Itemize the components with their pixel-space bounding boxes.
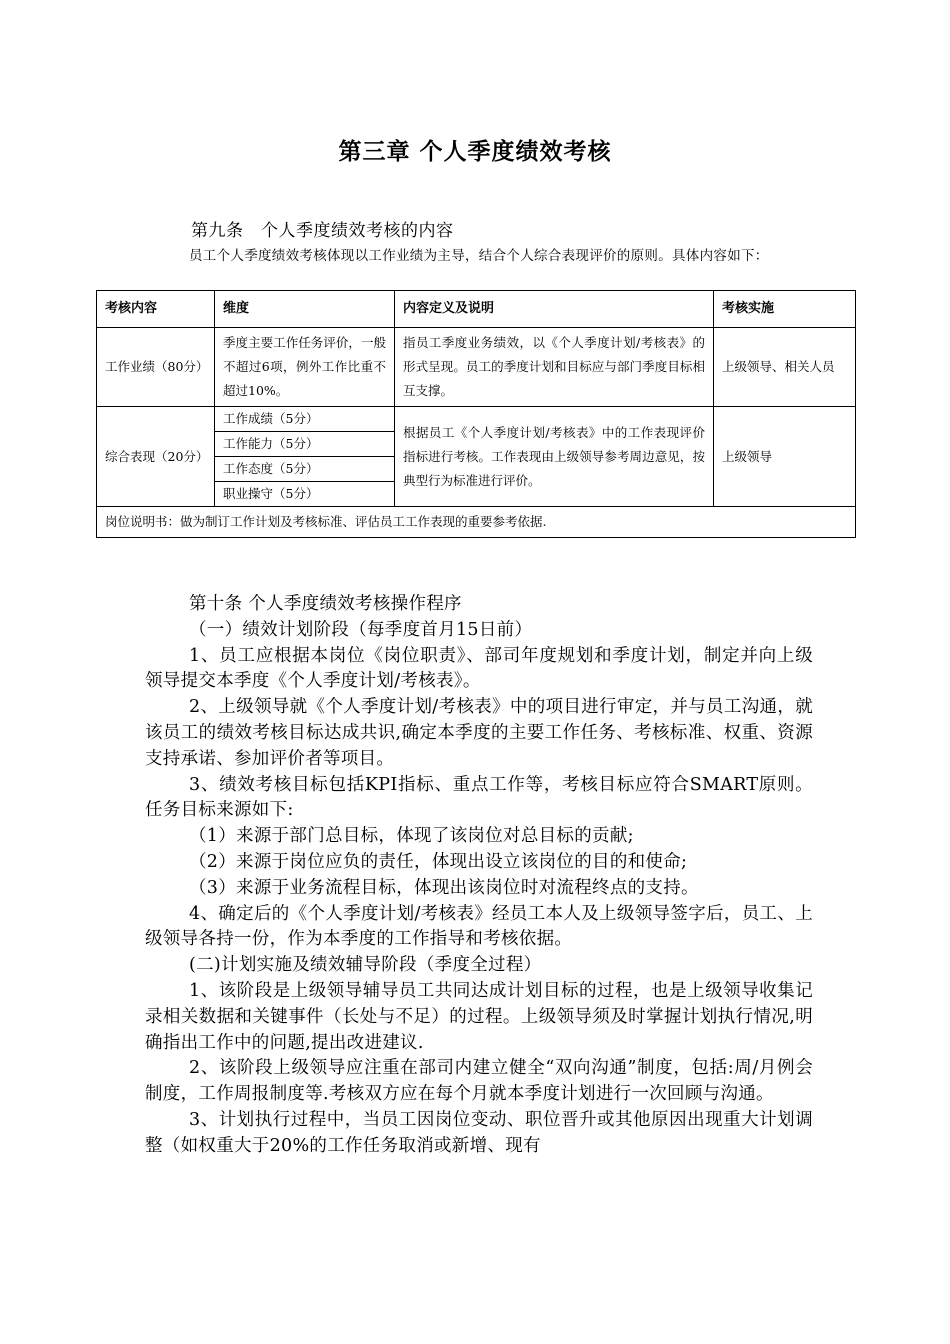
header-definition: 内容定义及说明 (395, 291, 714, 328)
paragraph: 3、计划执行过程中，当员工因岗位变动、职位晋升或其他原因出现重大计划调整（如权重大于20%的工作任务取消或新增、现有 (145, 1109, 813, 1156)
cell-dimension: 工作态度（5分） (215, 457, 395, 482)
header-content: 考核内容 (97, 291, 215, 328)
paragraph: 2、该阶段上级领导应注重在部司内建立健全“双向沟通”制度，包括:周/月例会制度，工作周报制度等.考核双方应在每个月就本季度计划进行一次回顾与沟通。 (145, 1058, 813, 1105)
cell-definition: 指员工季度业务绩效，以《个人季度计划/考核表》的形式呈现。员工的季度计划和目标应与部门季度目标相互支撑。 (395, 328, 714, 407)
article9-intro: 员工个人季度绩效考核体现以工作业绩为主导，结合个人综合表现评价的原则。具体内容如下： (189, 248, 769, 264)
chapter-title: 第三章 个人季度绩效考核 (338, 139, 612, 165)
article9-heading: 第九条 个人季度绩效考核的内容 (191, 221, 454, 241)
table-footer-row (97, 507, 856, 538)
assessment-table (96, 290, 856, 538)
cell-dimension: 职业操守（5分） (215, 482, 395, 507)
paragraph: 1、该阶段是上级领导辅导员工共同达成计划目标的过程，也是上级领导收集记录相关数据和关键事件（长处与不足）的过程。上级领导须及时掌握计划执行情况,明确指出工作中的问题,提出改进建议. (145, 980, 813, 1053)
cell-implement: 上级领导 (714, 407, 856, 507)
table-row (97, 407, 856, 432)
sub-item: （1）来源于部门总目标，体现了该岗位对总目标的贡献; (189, 826, 634, 847)
table-row (97, 328, 856, 407)
sub-item: （3）来源于业务流程目标，体现出该岗位时对流程终点的支持。 (189, 877, 699, 898)
cell-content: 工作业绩（80分） (97, 328, 215, 407)
paragraph: 4、确定后的《个人季度计划/考核表》经员工本人及上级领导签字后，员工、上级领导各持一份，作为本季度的工作指导和考核依据。 (145, 903, 813, 950)
cell-dimension: 工作能力（5分） (215, 432, 395, 457)
stage1-heading: （一）绩效计划阶段（每季度首月15日前） (189, 619, 533, 640)
table-footer-note: 岗位说明书：做为制订工作计划及考核标准、评估员工工作表现的重要参考依据. (97, 507, 856, 538)
table-header-row (97, 291, 856, 328)
paragraph: 1、员工应根据本岗位《岗位职责》、部司年度规划和季度计划，制定并向上级领导提交本季度《个人季度计划/考核表》。 (145, 645, 813, 692)
stage2-heading: (二)计划实施及绩效辅导阶段（季度全过程） (189, 955, 542, 976)
header-dimension: 维度 (215, 291, 395, 328)
cell-dimension: 工作成绩（5分） (215, 407, 395, 432)
sub-item: （2）来源于岗位应负的责任，体现出设立该岗位的目的和使命; (189, 851, 688, 872)
cell-dimension: 季度主要工作任务评价，一般不超过6项，例外工作比重不超过10%。 (215, 328, 395, 407)
cell-implement: 上级领导、相关人员 (714, 328, 856, 407)
header-implement: 考核实施 (714, 291, 856, 328)
cell-content: 综合表现（20分） (97, 407, 215, 507)
paragraph: 2、上级领导就《个人季度计划/考核表》中的项目进行审定，并与员工沟通，就该员工的绩效考核目标达成共识,确定本季度的主要工作任务、考核标准、权重、资源支持承诺、参加评价者等项目。 (145, 697, 813, 769)
paragraph: 3、绩效考核目标包括KPI指标、重点工作等，考核目标应符合SMART原则。任务目标来源如下: (145, 774, 813, 821)
article10-heading: 第十条 个人季度绩效考核操作程序 (189, 594, 462, 614)
article10-body (145, 592, 813, 1160)
cell-definition: 根据员工《个人季度计划/考核表》中的工作表现评价指标进行考核。工作表现由上级领导参考周边意见，按典型行为标准进行评价。 (395, 407, 714, 507)
